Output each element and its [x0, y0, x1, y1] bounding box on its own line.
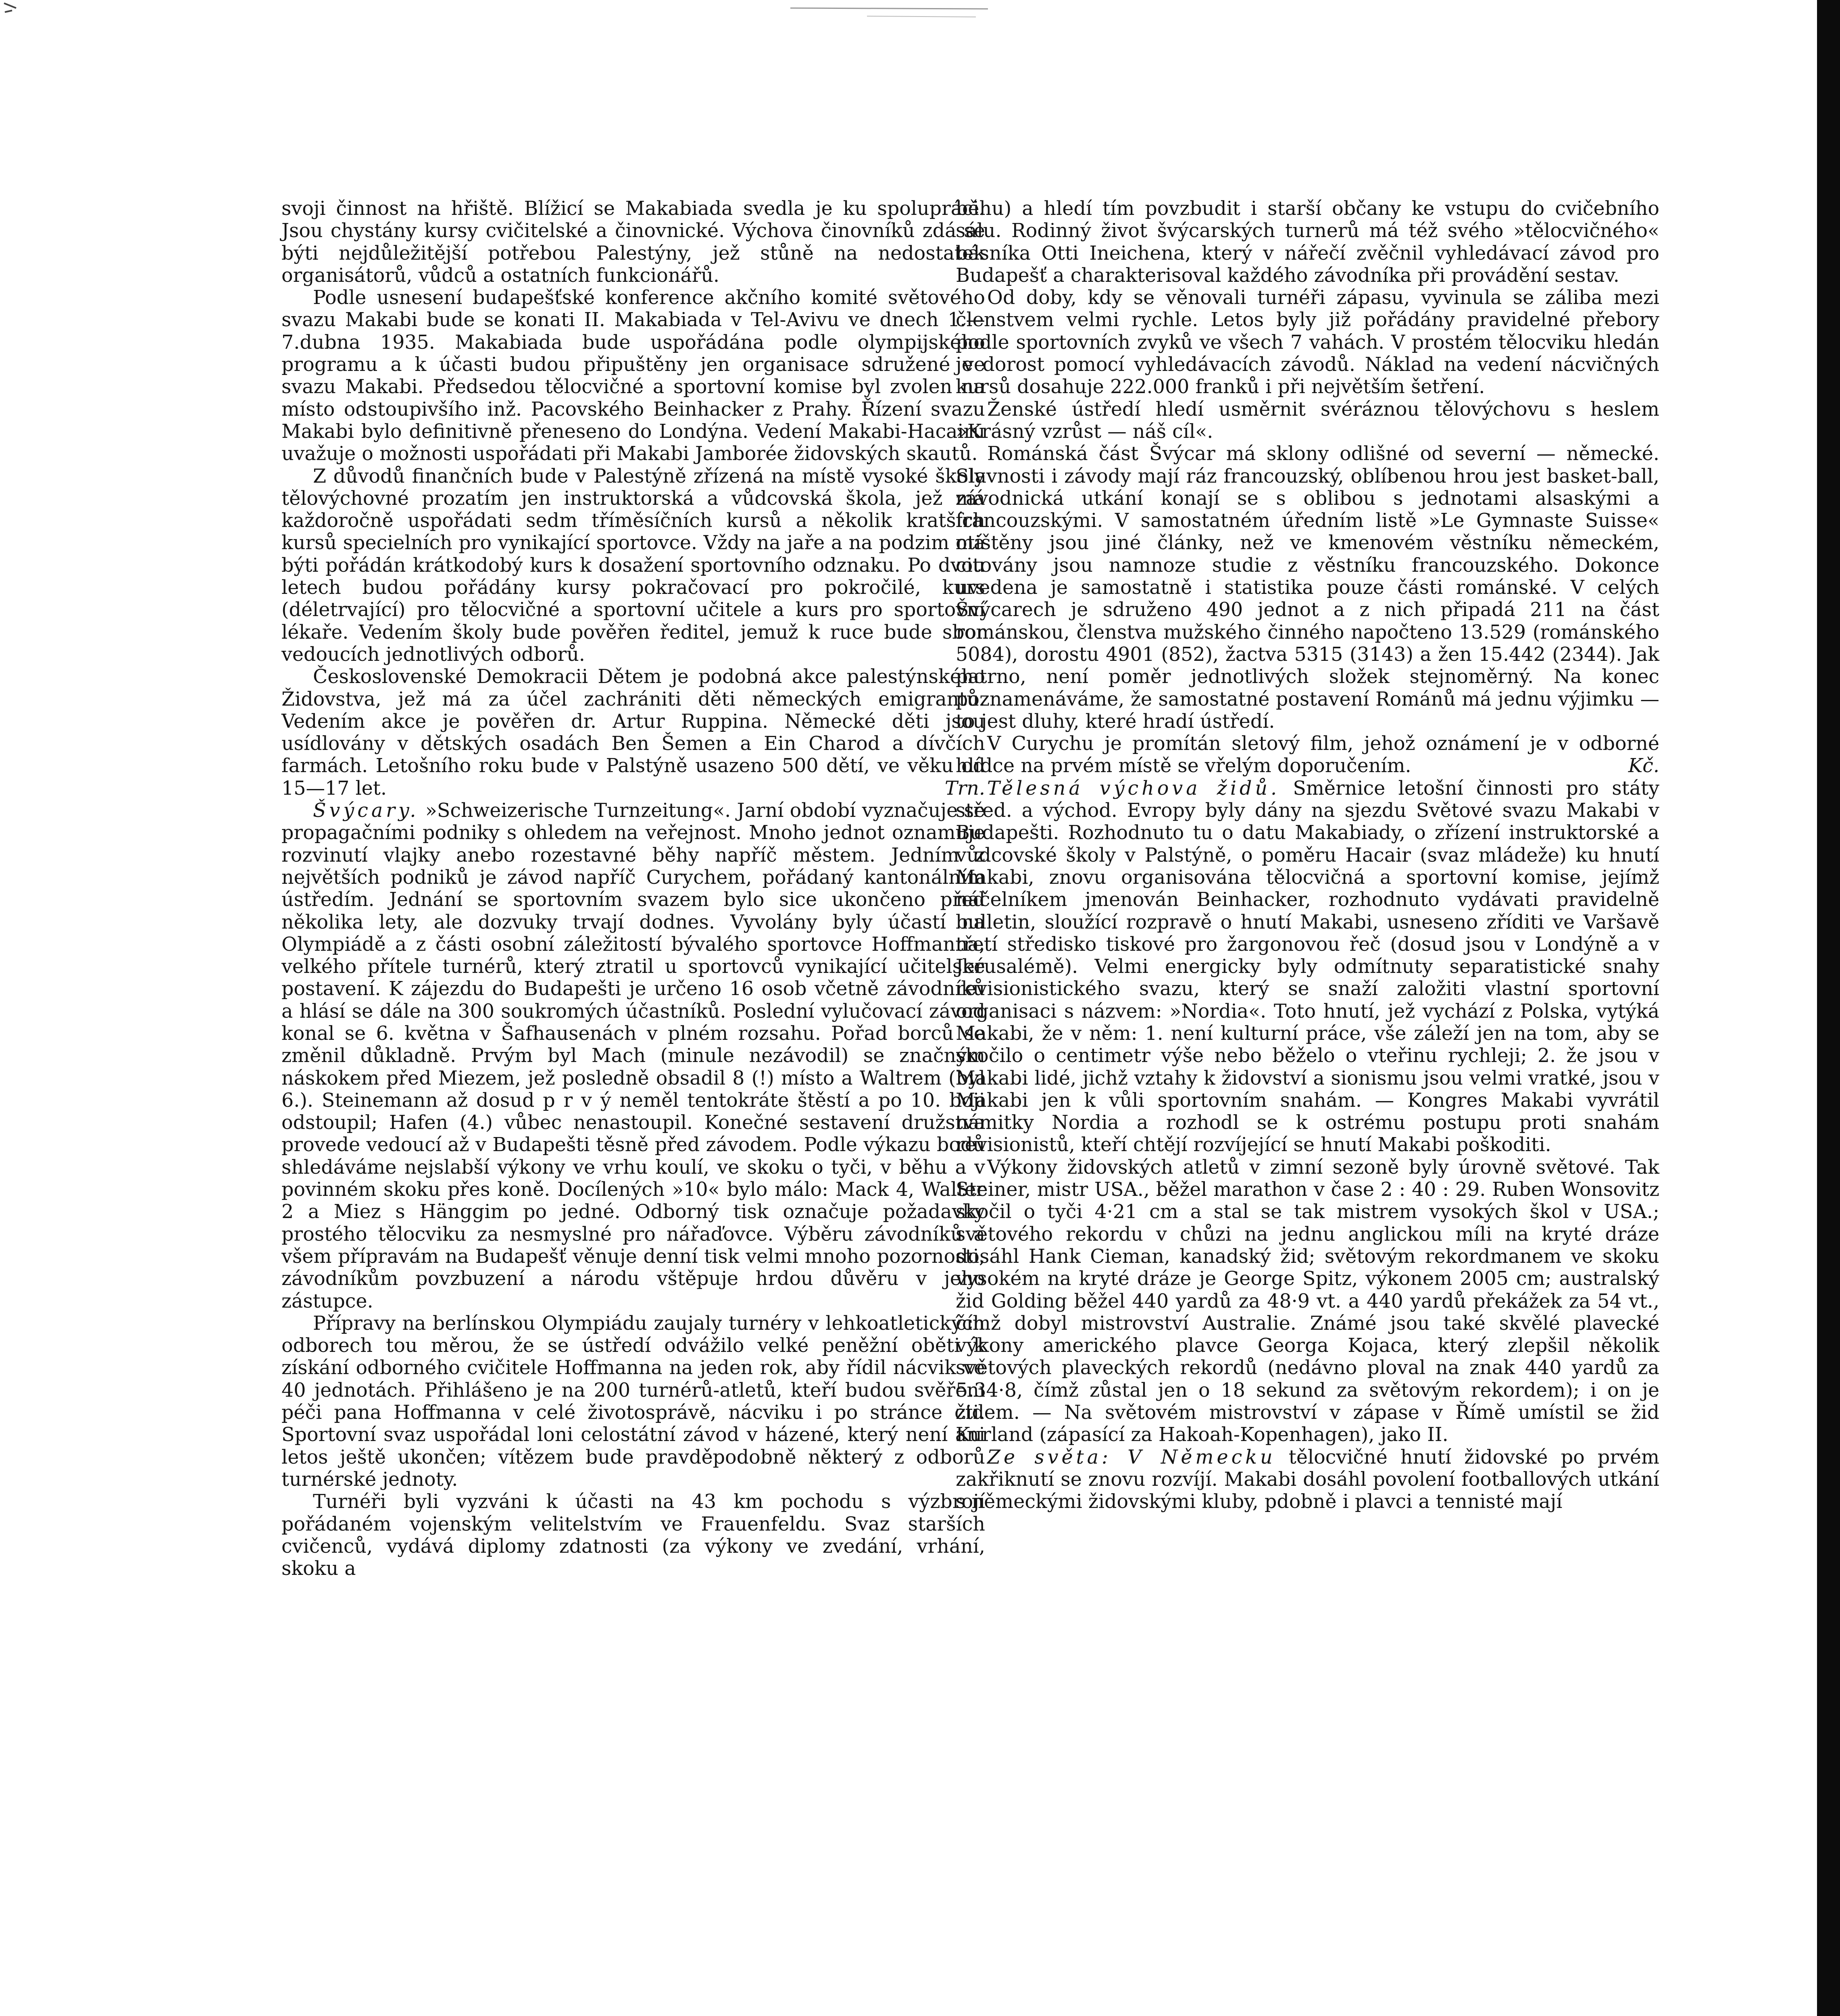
section-paragraph: Ze světa: V Německu tělocvičné hnutí židovské po prvém zakřiknutí se znovu rozvíjí. Makabi dosáhl povolení footballových utkání s německými židovskými kluby, pdobně i plavci a tennisté mají — [956, 1446, 1660, 1513]
paragraph: Turnéři byli vyzváni k účasti na 43 km pochodu s výzbrojí pořádaném vojenským velitelstvím ve Frauenfeldu. Svaz starších cvičenců, vydává diplomy zdatnosti (za výkony ve zvedání, vrhání, skoku a — [281, 1491, 985, 1580]
section-paragraph: Švýcary. »Schweizerische Turnzeitung«. Jarní období vyznačuje se propagačními podniky s ohledem na veřejnost. Mnoho jednot oznamuje rozvinutí vlajky anebo rozestavné běhy napříč městem. Jedním z největších podniků je závod napříč Curychem, pořádaný kantonálním ústředím. Jednání se sportovním svazem bylo sice ukončeno před několika lety, ale dozvuky trvají dodnes. Vyvolány byly účastí na Olympiádě a z části osobní záležitostí bývalého sportovce Hoffmanna, velkého přítele turnérů, který ztratil u sportovců vynikající učitelské postavení. K zájezdu do Budapešti je určeno 16 osob včetně závodníků a hlásí se dále na 300 soukromých účastníků. Poslední vylučovací závod konal se 6. května v Šafhausenách v plném rozsahu. Pořad borců se změnil důkladně. Prvým byl Mach (minule nezávodil) se značným náskokem před Miezem, jež posledně obsadil 8 (!) místo a Waltrem (byl 6.). Steinemann až dosud p r v ý neměl tentokráte štěstí a po 10. boji odstoupil; Hafen (4.) vůbec nenastoupil. Konečné sestavení družstva provede vedoucí až v Budapešti těsně před závodem. Podle výkazu bodů shledáváme nejslabší výkony ve vrhu koulí, ve skoku o tyči, v běhu a v povinném skoku přes koně. Docílených »10« bylo málo: Mack 4, Walter 2 a Miez s Hänggim po jedné. Odborný tisk označuje požadavky prostého tělocviku za nesmyslné pro nářaďovce. Výběru závodníků a všem přípravám na Budapešť věnuje denní tisk velmi mnoho pozornosti, závodníkům povzbuzení a národu vštěpuje hrdou důvěru v jeho zástupce. — [281, 800, 985, 1312]
paragraph: Z důvodů finančních bude v Palestýně zřízená na místě vysoké školy tělovýchovné prozatím jen instruktorská a vůdcovská škola, jež má každoročně uspořádati sedm tříměsíčních kursů a několik kratších kursů specielních pro vynikající sportovce. Vždy na jaře a na podzim má býti pořádán krátkodobý kurs k dosažení sportovního odznaku. Po dvou letech budou pořádány kursy pokračovací pro pokročilé, kurs (déletrvající) pro tělocvičné a sportovní učitele a kurs pro sportovní lékaře. Vedením školy bude pověřen ředitel, jemuž k ruce bude sbor vedoucích jednotlivých odborů. — [281, 465, 985, 666]
paragraph: Výkony židovských atletů v zimní sezoně byly úrovně světové. Tak Steiner, mistr USA., běžel marathon v čase 2 : 40 : 29. Ruben Wonsovitz skočil o tyči 4·21 cm a stal se tak mistrem vysokých škol v USA.; světového rekordu v chůzi na jednu anglickou míli na kryté dráze dosáhl Hank Cieman, kanadský žid; světovým rekordmanem ve skoku vysokém na kryté dráze je George Spitz, výkonem 2005 cm; australský žid Golding běžel 440 yardů za 48·9 vt. a 440 yardů překážek za 54 vt., čímž dobyl mistrovství Australie. Známé jsou také skvělé plavecké výkony amerického plavce Georga Kojaca, který zlepšil několik světových plaveckých rekordů (nedávno ploval na znak 440 yardů za 5.34·8, čímž zůstal jen o 18 sekund za světovým rekordem); i on je židem. — Na světovém mistrovství v zápase v Římě umístil se žid Kurland (zápasící za Hakoah-Kopenhagen), jako II. — [956, 1156, 1659, 1446]
paragraph: Ženské ústředí hledí usměrnit svéráznou tělovýchovu s heslem »Krásný vzrůst — náš cíl«. — [956, 398, 1659, 443]
section-heading: Tělesná výchova židů. — [987, 777, 1280, 800]
author-signature: Kč. — [1628, 755, 1659, 777]
paragraph: Podle usnesení budapešťské konference akčního komité světového svazu Makabi bude se konati II. Makabiada v Tel-Avivu ve dnech 1.—7.dubna 1935. Makabiada bude uspořádána podle olympijského programu a k účasti budou připuštěny jen organisace sdružené ve svazu Makabi. Předsedou tělocvičné a sportovní komise byl zvolen na místo odstoupivšího inž. Pacovského Beinhacker z Prahy. Řízení svazu Makabi bylo definitivně přeneseno do Londýna. Vedení Makabi-Hacairu uvažuje o možnosti uspořádati při Makabi Jamborée židovských skautů. — [281, 287, 985, 465]
left-column — [281, 198, 985, 1580]
section-heading: Ze světa: V Německu — [987, 1446, 1276, 1468]
paragraph: Československé Demokracii Dětem je podobná akce palestýnského Židovstva, jež má za účel zachrániti děti německých emigrantů. Vedením akce je pověřen dr. Artur Ruppina. Německé děti jsou usídlovány v dětských osadách Ben Šemen a Ein Charod a dívčích farmách. Letošního roku bude v Palstýně usazeno 500 dětí, ve věku od 15—17 let. Trn. — [281, 666, 985, 800]
paragraph: V Curychu je promítán sletový film, jehož oznámení je v odborné hlídce na prvém místě se vřelým doporučením. Kč. — [956, 733, 1659, 777]
author-signature: Trn. — [944, 777, 985, 800]
section-heading: Švýcary. — [313, 800, 419, 822]
right-column — [956, 198, 1659, 1513]
scan-border-right — [1817, 0, 1840, 2016]
paragraph: svoji činnost na hřiště. Blížicí se Makabiada svedla je ku spolupráci. Jsou chystány kursy cvičitelské a činovnické. Výchova činovníků zdá se býti nejdůležitější potřebou Palestýny, jež stůně na nedostatek organisátorů, vůdců a ostatních funkcionářů. — [281, 198, 985, 287]
scan-artifacts — [0, 0, 1817, 48]
paragraph: Románská část Švýcar má sklony odlišné od severní — německé. Slavnosti i závody mají ráz francouzský, oblíbenou hrou jest basket-ball, závodnická utkání konají se s oblibou s jednotami alsaskými a francouzskými. V samostatném úředním listě »Le Gymnaste Suisse« otištěny jsou jiné články, než ve kmenovém věstníku německém, citovány jsou namnoze studie z věstníku francouzského. Dokonce uvedena je samostatně i statistika pouze části románské. V celých Švýcarech je sdruženo 490 jednot a z nich připadá 211 na část románskou, členstva mužského činného napočteno 13.529 (románského 5084), dorostu 4901 (852), žactva 5315 (3143) a žen 15.442 (2344). Jak patrno, není poměr jednotlivých složek stejnoměrný. Na konec poznamenáváme, že samostatné postavení Románů má jednu výjimku — to jest dluhy, které hradí ústředí. — [956, 443, 1659, 733]
paragraph: běhu) a hledí tím povzbudit i starší občany ke vstupu do cvičebního sálu. Rodinný život švýcarských turnerů má též svého »tělocvičného« básníka Otti Ineichena, který v nářečí zvěčnil vyhledávací závod pro Budapešť a charakterisoval každého závodníka při provádění sestav. — [956, 198, 1659, 287]
section-paragraph: Tělesná výchova židů. Směrnice letošní činnosti pro státy střed. a východ. Evropy byly dány na sjezdu Světové svazu Makabi v Budapešti. Rozhodnuto tu o datu Makabiady, o zřízení instruktorské a vůdcovské školy v Palstýně, o poměru Hacair (svaz mládeže) ku hnutí Makabi, znovu organisována tělocvičná a sportovní komise, jejímž náčelníkem jmenován Beinhacker, rozhodnuto vydávati pravidelně bulletin, sloužící rozpravě o hnutí Makabi, usneseno zříditi ve Varšavě třetí středisko tiskové pro žargonovou řeč (dosud jsou v Londýně a v Jerusalémě). Velmi energicky byly odmítnuty separatistické snahy revisionistického svazu, který se snaží založiti vlastní sportovní organisaci s názvem: »Nordia«. Toto hnutí, jež vychází z Polska, vytýká Makabi, že v něm: 1. není kulturní práce, vše záleží jen na tom, aby se skočilo o centimetr výše nebo běželo o vteřinu rychleji; 2. že jsou v Makabi lidé, jichž vztahy k židovství a sionismu jsou velmi vratké, jsou v Makabi jen k vůli sportovním snahám. — Kongres Makabi vyvrátil námitky Nordia a rozhodl se k ostrému postupu proti snahám revisionistů, kteří chtějí rozvíjející se hnutí Makabi poškoditi. — [956, 777, 1659, 1156]
paragraph: Od doby, kdy se věnovali turnéři zápasu, vyvinula se záliba mezi členstvem velmi rychle. Letos byly již pořádány pravidelné přebory podle sportovních zvyků ve všech 7 vahách. V prostém tělocviku hledán je dorost pomocí vyhledávacích závodů. Náklad na vedení nácvičných kursů dosahuje 222.000 franků i při největším šetření. — [956, 287, 1659, 398]
paragraph: Přípravy na berlínskou Olympiádu zaujaly turnéry v lehkoatletických odborech tou měrou, že se ústředí odvážilo velké peněžní oběti k získání odborného cvičitele Hoffmanna na jeden rok, aby řídil nácvik ve 40 jednotách. Přihlášeno je na 200 turnérů-atletů, kteří budou svěřeni péči pana Hoffmanna v celé životosprávě, nácviku i po stránce cti. Sportovní svaz uspořádal loni celostátní závod v házené, který není ani letos ještě ukončen; vítězem bude pravděpodobně některý z odborů turnérské jednoty. — [281, 1312, 985, 1491]
